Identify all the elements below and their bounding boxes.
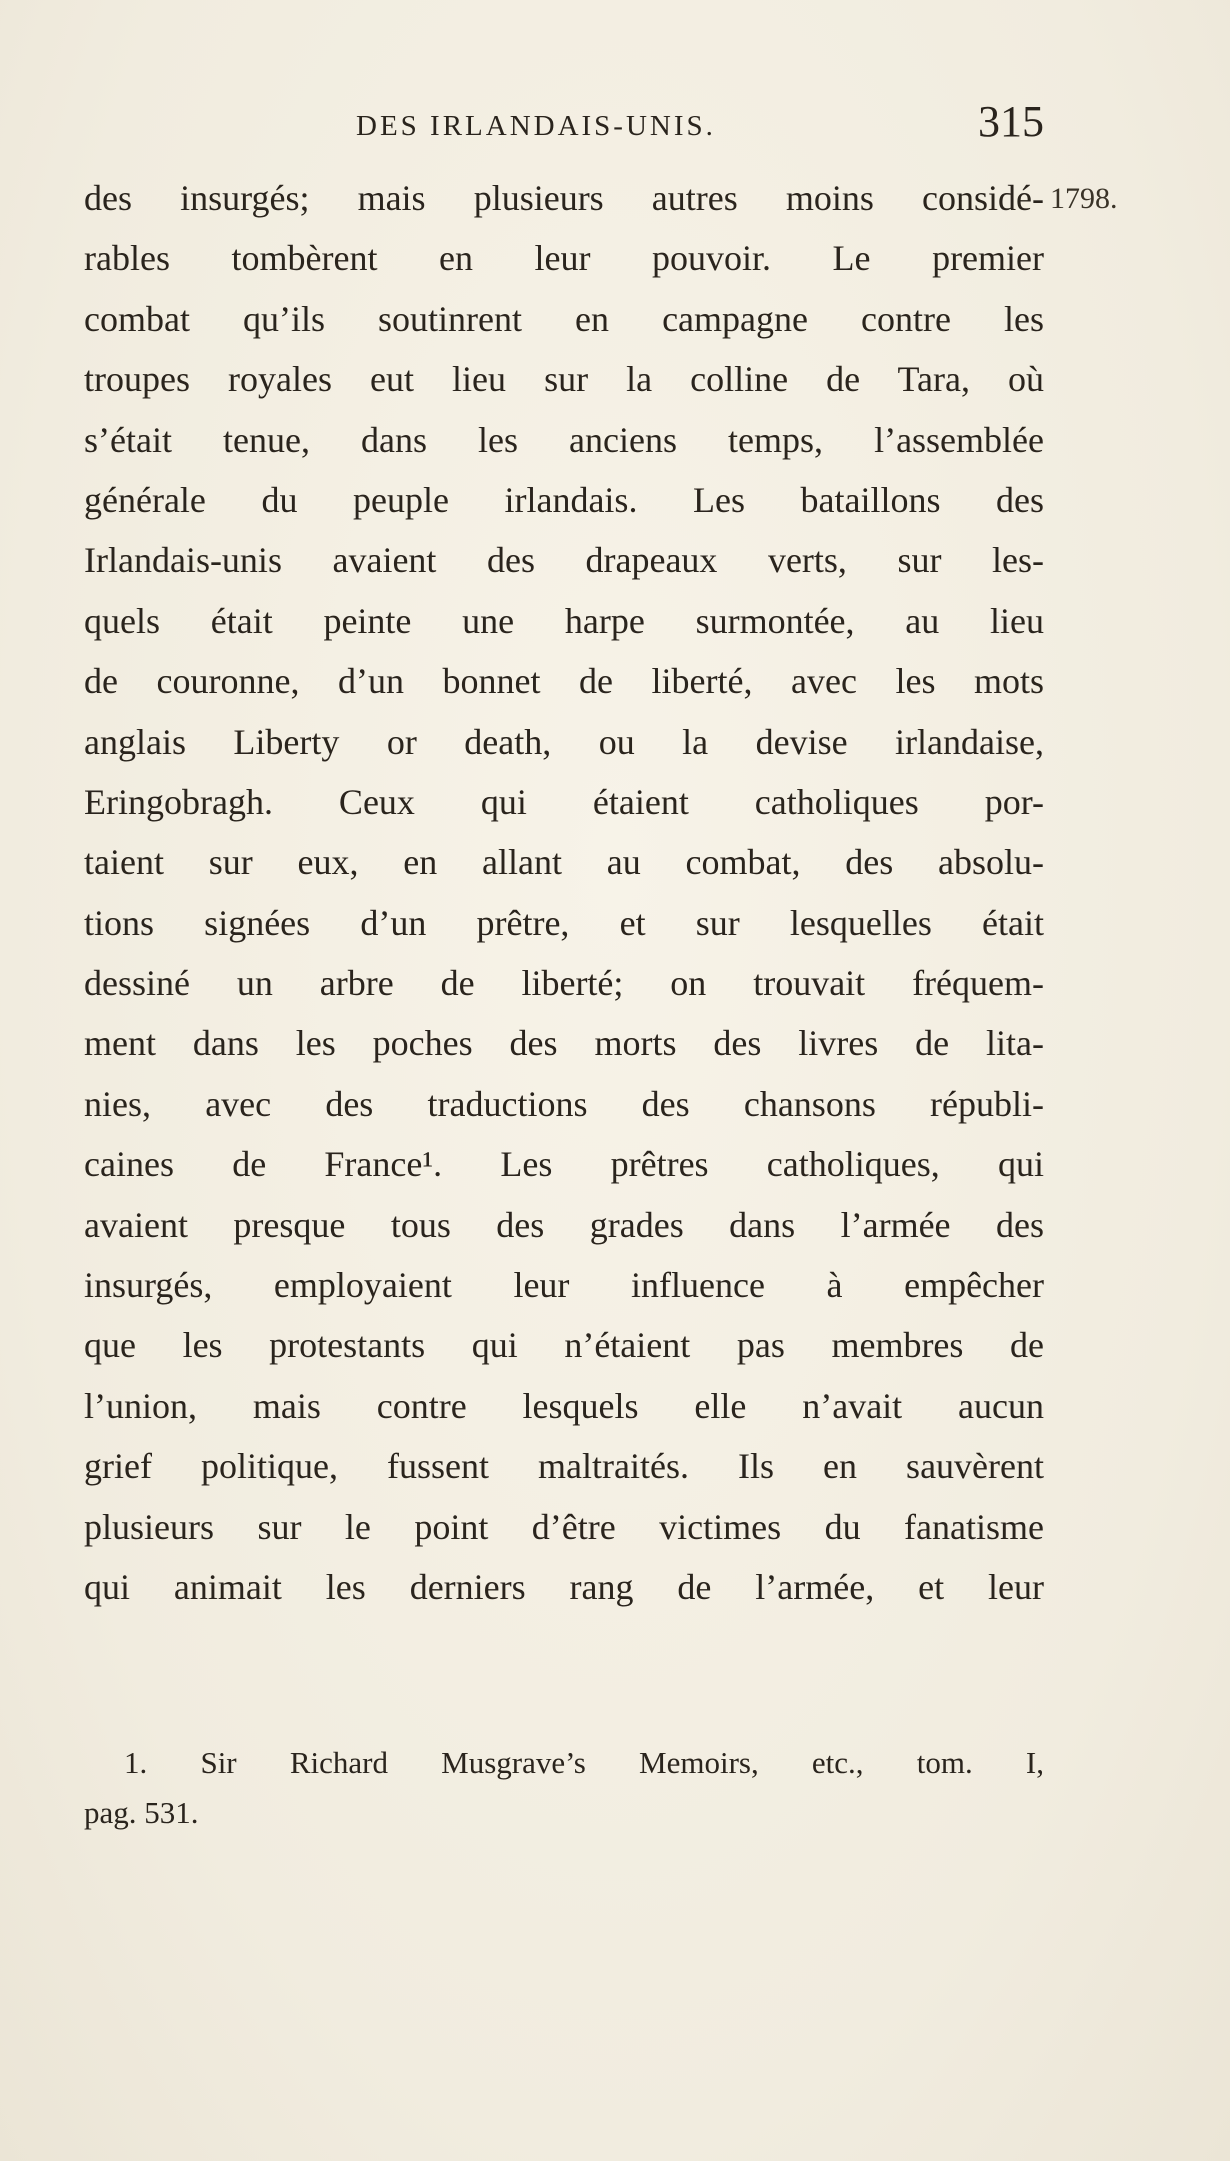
text-line: anglais Liberty or death, ou la devise irlandaise, <box>84 721 1044 762</box>
text-line: quels était peinte une harpe surmontée, au lieu <box>84 600 1044 641</box>
margin-year-note: 1798. <box>1050 182 1118 215</box>
text-line: dessiné un arbre de liberté; on trouvait fréquem- <box>84 963 1044 1004</box>
text-line: que les protestants qui n’étaient pas membres de <box>84 1325 1044 1366</box>
text-line: ment dans les poches des morts des livres de lita- <box>84 1023 1044 1064</box>
text-line: l’union, mais contre lesquels elle n’avait aucun <box>84 1385 1044 1426</box>
text-line: combat qu’ils soutinrent en campagne contre les <box>84 298 1044 339</box>
text-line: des insurgés; mais plusieurs autres moins considé- <box>84 178 1044 218</box>
text-line: troupes royales eut lieu sur la colline de Tara, où <box>84 359 1044 400</box>
text-line: rables tombèrent en leur pouvoir. Le premier <box>84 238 1044 279</box>
text-line: caines de France¹. Les prêtres catholiques, qui <box>84 1144 1044 1185</box>
text-line: générale du peuple irlandais. Les bataillons des <box>84 479 1044 520</box>
text-line: nies, avec des traductions des chansons républi- <box>84 1083 1044 1124</box>
text-line: Irlandais-unis avaient des drapeaux verts, sur les- <box>84 540 1044 581</box>
text-line: qui animait les derniers rang de l’armée, et leur <box>84 1566 1044 1607</box>
footnote <box>84 1738 1044 1838</box>
text-line: s’était tenue, dans les anciens temps, l’assemblée <box>84 419 1044 460</box>
text-line: insurgés, employaient leur influence à empêcher <box>84 1265 1044 1306</box>
running-head: DES IRLANDAIS-UNIS. <box>356 110 716 142</box>
footnote-line: 1. Sir Richard Musgrave’s Memoirs, etc., tom. I, <box>124 1745 1044 1780</box>
text-line: Eringobragh. Ceux qui étaient catholiques por- <box>84 781 1044 822</box>
text-line: avaient presque tous des grades dans l’armée des <box>84 1204 1044 1245</box>
text-line: de couronne, d’un bonnet de liberté, avec les mots <box>84 661 1044 702</box>
text-line: taient sur eux, en allant au combat, des absolu- <box>84 842 1044 883</box>
body-text <box>84 168 1044 1617</box>
text-line: tions signées d’un prêtre, et sur lesquelles était <box>84 902 1044 943</box>
footnote-line: pag. 531. <box>84 1795 199 1830</box>
page-number: 315 <box>978 97 1044 146</box>
text-line: grief politique, fussent maltraités. Ils en sauvèrent <box>84 1446 1044 1487</box>
text-line: plusieurs sur le point d’être victimes du fanatisme <box>84 1506 1044 1547</box>
page-header <box>84 97 1044 160</box>
